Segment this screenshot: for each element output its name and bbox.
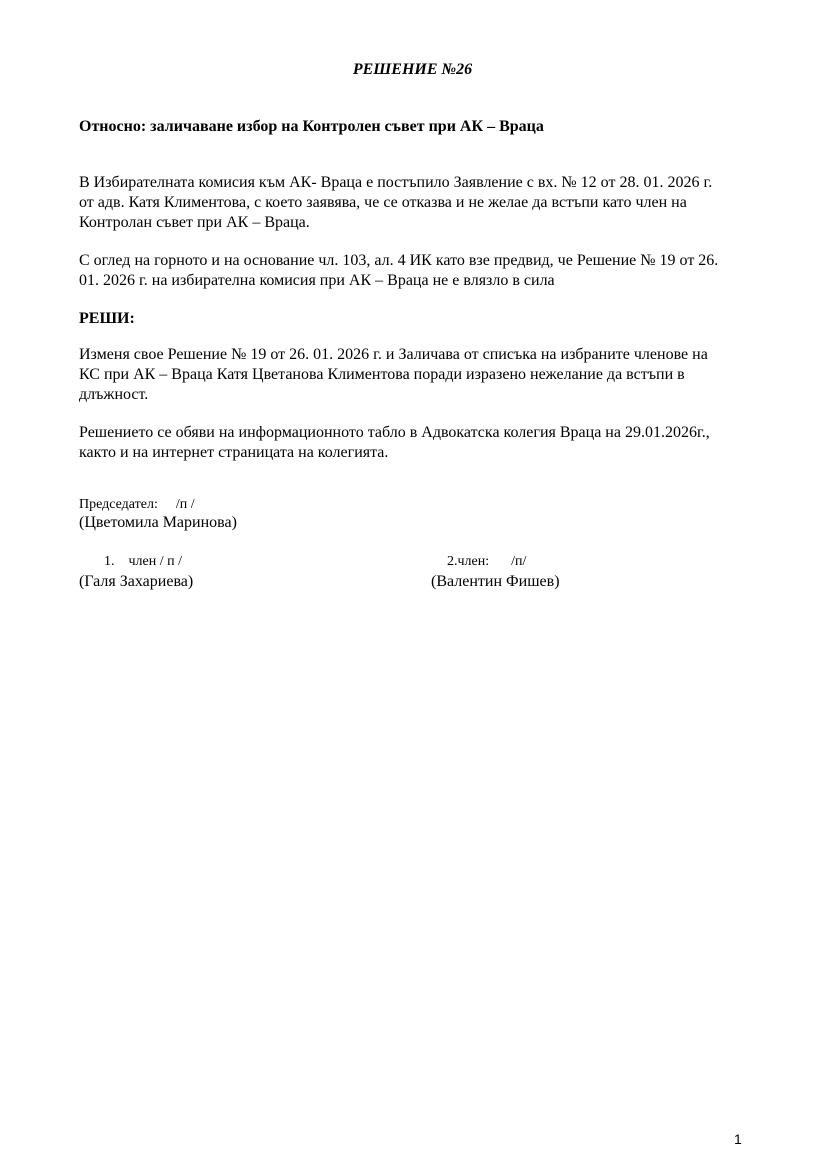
member2-role: 2.член: — [447, 554, 490, 569]
chair-signature-mark: /п / — [175, 497, 195, 512]
paragraph-line: С оглед на горното и на основание чл. 103, ал. 4 ИК като взе предвид, че Решение № 19 от 26. — [79, 252, 719, 269]
paragraph-line: длъжност. — [79, 386, 149, 403]
paragraph-line: Контролан съвет при АК – Враца. — [79, 214, 310, 231]
paragraph-decision — [79, 345, 759, 405]
member1-name: (Галя Захариева) — [79, 573, 194, 590]
chair-name: (Цветомила Маринова) — [79, 514, 237, 531]
chair-signature-line — [79, 496, 195, 514]
member1-number: 1. — [104, 554, 115, 569]
resolve-heading: РЕШИ: — [79, 310, 135, 327]
document-subject: Относно: заличаване избор на Контролен съвет при АК – Враца — [79, 118, 544, 135]
paragraph-application — [79, 173, 759, 233]
paragraph-grounds — [79, 251, 759, 291]
paragraph-line: КС при АК – Враца Катя Цветанова Климентова поради изразено нежелание да встъпи в — [79, 366, 685, 383]
paragraph-line: от адв. Катя Климентова, с което заявява, че се отказва и не желае да встъпи като член на — [79, 194, 687, 211]
member1-signature-mark: / п / — [159, 554, 183, 569]
member1-signature-line — [104, 553, 182, 571]
paragraph-line: както и на интернет страницата на колегията. — [79, 444, 389, 461]
member2-name: (Валентин Фишев) — [431, 573, 560, 590]
paragraph-line: Изменя свое Решение № 19 от 26. 01. 2026 г. и Заличава от списъка на избраните членове на — [79, 346, 708, 363]
member2-signature-mark: /п/ — [511, 554, 527, 569]
page-number: 1 — [734, 1131, 742, 1147]
paragraph-line: 01. 2026 г. на избирателна комисия при АК – Враца не е влязло в сила — [79, 272, 555, 289]
paragraph-line: Решението се обяви на информационното табло в Адвокатска колегия Враца на 29.01.2026г., — [79, 424, 710, 441]
paragraph-announcement — [79, 423, 759, 463]
member1-role: член — [128, 554, 157, 569]
chair-role: Председател: — [79, 497, 158, 512]
member2-signature-line — [447, 553, 526, 571]
document-title: РЕШЕНИЕ №26 — [352, 61, 473, 78]
paragraph-line: В Избирателната комисия към АК- Враца е постъпило Заявление с вх. № 12 от 28. 01. 2026 г. — [79, 174, 713, 191]
